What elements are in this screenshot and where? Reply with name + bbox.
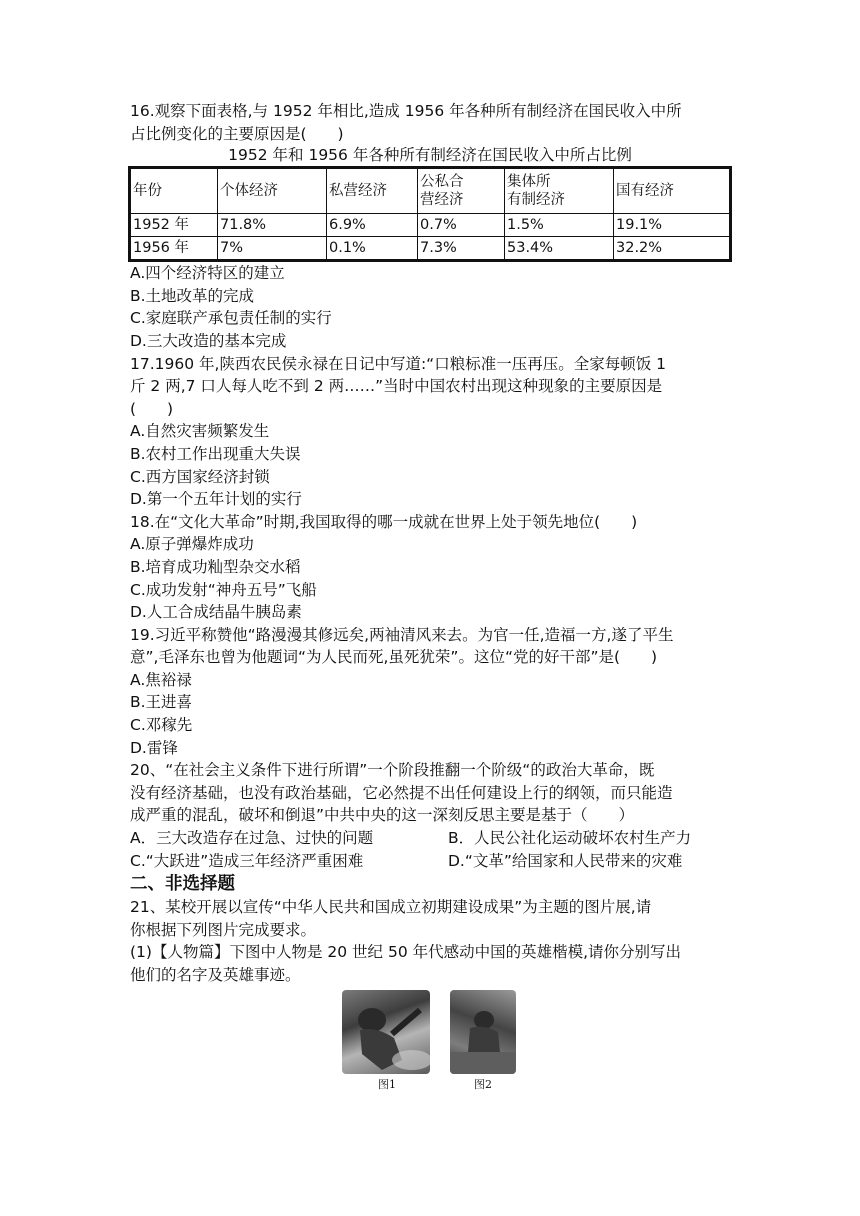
table-row <box>130 237 731 261</box>
table-row <box>130 214 731 237</box>
q18-option-c: C.成功发射“神舟五号”飞船 <box>130 580 317 599</box>
figure-1-photo <box>342 990 430 1074</box>
q20-options-cd <box>130 850 730 873</box>
q19-option-c: C.邓稼先 <box>130 716 193 735</box>
q20-options-ab <box>130 827 730 850</box>
document-page <box>130 100 730 987</box>
table-caption: 1952 年和 1956 年各种所有制经济在国民收入中所占比例 <box>228 146 632 165</box>
cell: 0.1% <box>327 237 418 261</box>
q16-line1: 16.观察下面表格,与 1952 年相比,造成 1956 年各种所有制经济在国民收入中所 <box>130 102 682 120</box>
q17-option-b: B.农村工作出现重大失误 <box>130 444 301 463</box>
q18-line1: 18.在“文化大革命”时期,我国取得的哪一成就在世界上处于领先地位( ) <box>130 512 638 531</box>
q21-line3: (1)【人物篇】下图中人物是 20 世纪 50 年代感动中国的英雄楷模,请你分别写出 <box>130 943 682 962</box>
q16-option-c: C.家庭联产承包责任制的实行 <box>130 309 332 328</box>
q21-line2: 你根据下列图片完成要求。 <box>130 920 317 939</box>
q16-option-b: B.土地改革的完成 <box>130 286 255 305</box>
cell: 7.3% <box>418 237 505 261</box>
th-individual: 个体经济 <box>218 168 327 214</box>
q19-option-d: D.雷锋 <box>130 738 178 757</box>
q20-option-a: A．三大改造存在过急、过快的问题 <box>130 829 374 848</box>
cell: 7% <box>218 237 327 261</box>
cell: 71.8% <box>218 214 327 237</box>
q19-option-a: A.焦裕禄 <box>130 670 192 689</box>
th-collective: 集体所 有制经济 <box>505 168 614 214</box>
q17-option-c: C.西方国家经济封锁 <box>130 467 270 486</box>
q20-line1: 20、“在社会主义条件下进行所谓”一个阶段推翻一个阶级“的政治大革命，既 <box>130 761 655 780</box>
q18-option-d: D.人工合成结晶牛胰岛素 <box>130 603 302 622</box>
q17-option-d: D.第一个五年计划的实行 <box>130 490 302 509</box>
q18-option-b: B.培育成功籼型杂交水稻 <box>130 557 301 576</box>
cell: 53.4% <box>505 237 614 261</box>
q20-option-c: C.“大跃进”造成三年经济严重困难 <box>130 851 364 870</box>
figure-1-label: 图1 <box>378 1078 396 1091</box>
figure-2-photo <box>450 990 516 1074</box>
figure-2-label: 图2 <box>474 1078 492 1091</box>
section-heading: 二、非选择题 <box>130 874 235 895</box>
th-state: 国有经济 <box>614 168 731 214</box>
cell: 32.2% <box>614 237 731 261</box>
q16-option-d: D.三大改造的基本完成 <box>130 331 287 350</box>
q16-line2: 占比例变化的主要原因是( ) <box>130 124 344 143</box>
cell: 19.1% <box>614 214 731 237</box>
q16-option-a: A.四个经济特区的建立 <box>130 264 285 283</box>
figure-photos <box>342 990 522 1090</box>
th-year: 年份 <box>130 168 218 214</box>
cell: 1952 年 <box>130 214 218 237</box>
ownership-table <box>128 166 732 262</box>
q17-option-a: A.自然灾害频繁发生 <box>130 422 270 441</box>
cell: 1.5% <box>505 214 614 237</box>
cell: 0.7% <box>418 214 505 237</box>
q20-line2: 没有经济基础，也没有政治基础，它必然提不出任何建设上行的纲领，而只能造 <box>130 783 673 802</box>
q17-line2: 斤 2 两,7 口人每人吃不到 2 两……”当时中国农村出现这种现象的主要原因是 <box>130 377 663 396</box>
th-joint: 公私合 营经济 <box>418 168 505 214</box>
q19-option-b: B.王进喜 <box>130 693 193 712</box>
q19-line1: 19.习近平称赞他“路漫漫其修远矣,两袖清风来去。为官一任,造福一方,遂了平生 <box>130 625 674 644</box>
q20-option-b: B．人民公社化运动破坏农村生产力 <box>448 829 692 848</box>
q21-line4: 他们的名字及英雄事迹。 <box>130 966 301 984</box>
q21-line1: 21、某校开展以宣传“中华人民共和国成立初期建设成果”为主题的图片展,请 <box>130 898 652 917</box>
q18-option-a: A.原子弹爆炸成功 <box>130 535 254 554</box>
th-private: 私营经济 <box>327 168 418 214</box>
cell: 6.9% <box>327 214 418 237</box>
q19-line2: 意”,毛泽东也曾为他题词“为人民而死,虽死犹荣”。这位“党的好干部”是( ) <box>130 648 658 667</box>
q17-line3: ( ) <box>130 399 174 418</box>
q17-line1: 17.1960 年,陕西农民侯永禄在日记中写道:“口粮标准一压再压。全家每顿饭 1 <box>130 354 666 373</box>
cell: 1956 年 <box>130 237 218 261</box>
q20-line3: 成严重的混乱，破坏和倒退”中共中央的这一深刻反思主要是基于（ ） <box>130 806 635 825</box>
q20-option-d: D.“文革”给国家和人民带来的灾难 <box>448 851 683 870</box>
table-header-row <box>130 168 731 214</box>
